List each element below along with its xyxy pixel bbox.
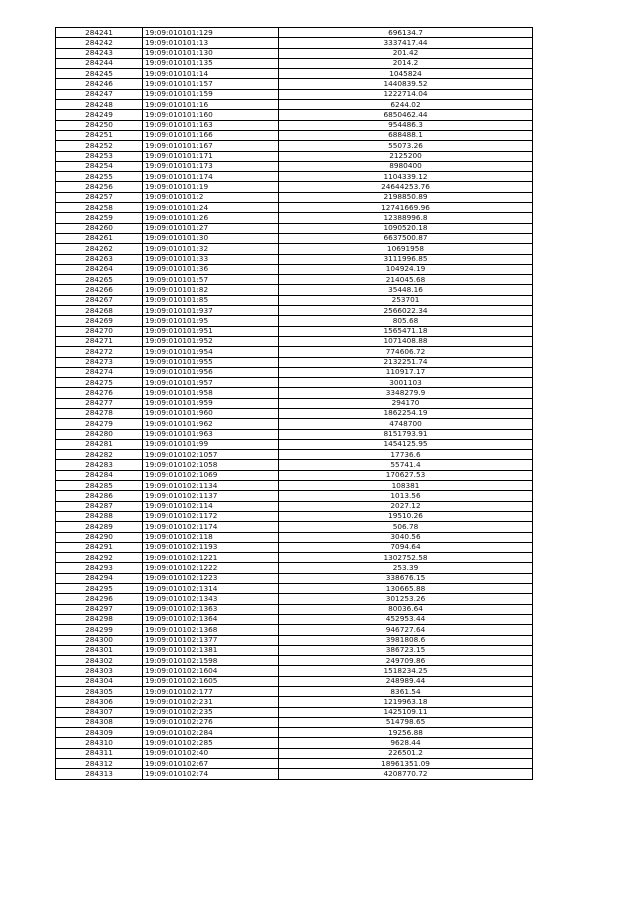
table-row	[56, 316, 533, 326]
row-number-cell: 284280	[56, 429, 143, 439]
row-number-cell: 284261	[56, 233, 143, 243]
row-number-cell: 284293	[56, 563, 143, 573]
row-number-cell: 284306	[56, 697, 143, 707]
value-cell: 10691958	[279, 244, 533, 254]
table-row	[56, 89, 533, 99]
table-row	[56, 635, 533, 645]
table-row	[56, 285, 533, 295]
row-number-cell: 284272	[56, 347, 143, 357]
table-row	[56, 203, 533, 213]
row-number-cell: 284312	[56, 759, 143, 769]
cadastral-number-cell: 19:09:010101:82	[143, 285, 279, 295]
row-number-cell: 284262	[56, 244, 143, 254]
row-number-cell: 284310	[56, 738, 143, 748]
value-cell: 1425109.11	[279, 707, 533, 717]
table-row	[56, 470, 533, 480]
row-number-cell: 284251	[56, 130, 143, 140]
row-number-cell: 284253	[56, 151, 143, 161]
row-number-cell: 284287	[56, 501, 143, 511]
cadastral-number-cell: 19:09:010101:167	[143, 141, 279, 151]
cadastral-number-cell: 19:09:010101:33	[143, 254, 279, 264]
table-row	[56, 687, 533, 697]
value-cell: 80036.64	[279, 604, 533, 614]
cadastral-number-cell: 19:09:010102:74	[143, 769, 279, 779]
value-cell: 3981808.6	[279, 635, 533, 645]
row-number-cell: 284299	[56, 625, 143, 635]
cadastral-number-cell: 19:09:010101:130	[143, 48, 279, 58]
cadastral-number-cell: 19:09:010102:1221	[143, 553, 279, 563]
row-number-cell: 284295	[56, 584, 143, 594]
cadastral-number-cell: 19:09:010102:1314	[143, 584, 279, 594]
row-number-cell: 284298	[56, 614, 143, 624]
table-row	[56, 141, 533, 151]
row-number-cell: 284244	[56, 58, 143, 68]
value-cell: 2566022.34	[279, 306, 533, 316]
cadastral-number-cell: 19:09:010102:67	[143, 759, 279, 769]
row-number-cell: 284277	[56, 398, 143, 408]
value-cell: 201.42	[279, 48, 533, 58]
cadastral-number-cell: 19:09:010101:174	[143, 172, 279, 182]
row-number-cell: 284250	[56, 120, 143, 130]
row-number-cell: 284275	[56, 378, 143, 388]
table-row	[56, 707, 533, 717]
table-row	[56, 748, 533, 758]
cadastral-number-cell: 19:09:010101:963	[143, 429, 279, 439]
table-row	[56, 120, 533, 130]
row-number-cell: 284248	[56, 100, 143, 110]
cadastral-number-cell: 19:09:010102:1604	[143, 666, 279, 676]
value-cell: 3348279.9	[279, 388, 533, 398]
value-cell: 805.68	[279, 316, 533, 326]
cadastral-number-cell: 19:09:010102:1057	[143, 450, 279, 460]
row-number-cell: 284269	[56, 316, 143, 326]
table-body	[56, 28, 533, 780]
cadastral-number-cell: 19:09:010101:135	[143, 58, 279, 68]
table-row	[56, 58, 533, 68]
cadastral-number-cell: 19:09:010102:1193	[143, 542, 279, 552]
table-row	[56, 161, 533, 171]
table-row	[56, 429, 533, 439]
table-row	[56, 645, 533, 655]
row-number-cell: 284247	[56, 89, 143, 99]
row-number-cell: 284254	[56, 161, 143, 171]
cadastral-number-cell: 19:09:010101:962	[143, 419, 279, 429]
row-number-cell: 284307	[56, 707, 143, 717]
table-row	[56, 419, 533, 429]
value-cell: 1518234.25	[279, 666, 533, 676]
value-cell: 35448.16	[279, 285, 533, 295]
cadastral-number-cell: 19:09:010102:284	[143, 728, 279, 738]
table-row	[56, 614, 533, 624]
table-row	[56, 450, 533, 460]
row-number-cell: 284246	[56, 79, 143, 89]
cadastral-number-cell: 19:09:010102:1069	[143, 470, 279, 480]
table-row	[56, 79, 533, 89]
cadastral-number-cell: 19:09:010102:1605	[143, 676, 279, 686]
cadastral-number-cell: 19:09:010101:163	[143, 120, 279, 130]
cadastral-number-cell: 19:09:010101:957	[143, 378, 279, 388]
table-row	[56, 738, 533, 748]
row-number-cell: 284313	[56, 769, 143, 779]
table-row	[56, 244, 533, 254]
table-row	[56, 388, 533, 398]
cadastral-number-cell: 19:09:010102:1343	[143, 594, 279, 604]
table-row	[56, 233, 533, 243]
value-cell: 3337417.44	[279, 38, 533, 48]
value-cell: 1302752.58	[279, 553, 533, 563]
value-cell: 170627.53	[279, 470, 533, 480]
value-cell: 110917.17	[279, 367, 533, 377]
cadastral-number-cell: 19:09:010102:1137	[143, 491, 279, 501]
cadastral-number-cell: 19:09:010101:958	[143, 388, 279, 398]
cadastral-number-cell: 19:09:010101:173	[143, 161, 279, 171]
value-cell: 1090520.18	[279, 223, 533, 233]
table-row	[56, 172, 533, 182]
value-cell: 3001103	[279, 378, 533, 388]
value-cell: 248989.44	[279, 676, 533, 686]
table-row	[56, 295, 533, 305]
value-cell: 1862254.19	[279, 408, 533, 418]
cadastral-number-cell: 19:09:010101:24	[143, 203, 279, 213]
table-row	[56, 357, 533, 367]
cadastral-number-cell: 19:09:010102:1058	[143, 460, 279, 470]
table-row	[56, 542, 533, 552]
value-cell: 1565471.18	[279, 326, 533, 336]
row-number-cell: 284256	[56, 182, 143, 192]
cadastral-number-cell: 19:09:010101:57	[143, 275, 279, 285]
cadastral-number-cell: 19:09:010102:1598	[143, 656, 279, 666]
value-cell: 696134.7	[279, 28, 533, 38]
value-cell: 4748700	[279, 419, 533, 429]
row-number-cell: 284304	[56, 676, 143, 686]
cadastral-number-cell: 19:09:010102:1174	[143, 522, 279, 532]
cadastral-number-cell: 19:09:010102:1381	[143, 645, 279, 655]
value-cell: 17736.6	[279, 450, 533, 460]
row-number-cell: 284309	[56, 728, 143, 738]
value-cell: 214045.68	[279, 275, 533, 285]
row-number-cell: 284288	[56, 511, 143, 521]
table-row	[56, 759, 533, 769]
table-row	[56, 398, 533, 408]
cadastral-number-cell: 19:09:010102:114	[143, 501, 279, 511]
table-row	[56, 306, 533, 316]
cadastral-number-cell: 19:09:010101:27	[143, 223, 279, 233]
cadastral-number-cell: 19:09:010101:129	[143, 28, 279, 38]
row-number-cell: 284301	[56, 645, 143, 655]
value-cell: 9628.44	[279, 738, 533, 748]
cadastral-number-cell: 19:09:010102:231	[143, 697, 279, 707]
table-row	[56, 192, 533, 202]
row-number-cell: 284260	[56, 223, 143, 233]
row-number-cell: 284308	[56, 717, 143, 727]
table-row	[56, 347, 533, 357]
row-number-cell: 284263	[56, 254, 143, 264]
cadastral-number-cell: 19:09:010102:1172	[143, 511, 279, 521]
table-row	[56, 439, 533, 449]
table-row	[56, 69, 533, 79]
cadastral-number-cell: 19:09:010102:1223	[143, 573, 279, 583]
cadastral-number-cell: 19:09:010101:937	[143, 306, 279, 316]
table-row	[56, 38, 533, 48]
value-cell: 19510.26	[279, 511, 533, 521]
value-cell: 506.78	[279, 522, 533, 532]
cadastral-number-cell: 19:09:010102:1368	[143, 625, 279, 635]
cadastral-number-cell: 19:09:010102:1134	[143, 481, 279, 491]
row-number-cell: 284297	[56, 604, 143, 614]
row-number-cell: 284296	[56, 594, 143, 604]
row-number-cell: 284242	[56, 38, 143, 48]
row-number-cell: 284278	[56, 408, 143, 418]
value-cell: 8361.54	[279, 687, 533, 697]
table-row	[56, 48, 533, 58]
row-number-cell: 284279	[56, 419, 143, 429]
row-number-cell: 284303	[56, 666, 143, 676]
value-cell: 249709.86	[279, 656, 533, 666]
table-row	[56, 326, 533, 336]
table-row	[56, 553, 533, 563]
cadastral-number-cell: 19:09:010102:276	[143, 717, 279, 727]
row-number-cell: 284243	[56, 48, 143, 58]
value-cell: 108381	[279, 481, 533, 491]
value-cell: 386723.15	[279, 645, 533, 655]
table-row	[56, 481, 533, 491]
row-number-cell: 284284	[56, 470, 143, 480]
cadastral-number-cell: 19:09:010101:956	[143, 367, 279, 377]
value-cell: 946727.64	[279, 625, 533, 635]
table-row	[56, 666, 533, 676]
table-row	[56, 130, 533, 140]
table-row	[56, 264, 533, 274]
value-cell: 3040.56	[279, 532, 533, 542]
table-row	[56, 336, 533, 346]
cadastral-number-cell: 19:09:010101:85	[143, 295, 279, 305]
value-cell: 301253.26	[279, 594, 533, 604]
value-cell: 18961351.09	[279, 759, 533, 769]
value-cell: 1222714.04	[279, 89, 533, 99]
cadastral-number-cell: 19:09:010101:30	[143, 233, 279, 243]
row-number-cell: 284294	[56, 573, 143, 583]
cadastral-number-cell: 19:09:010101:951	[143, 326, 279, 336]
row-number-cell: 284241	[56, 28, 143, 38]
table-row	[56, 491, 533, 501]
cadastral-number-cell: 19:09:010101:960	[143, 408, 279, 418]
table-row	[56, 100, 533, 110]
row-number-cell: 284283	[56, 460, 143, 470]
table-row	[56, 378, 533, 388]
value-cell: 130665.88	[279, 584, 533, 594]
cadastral-number-cell: 19:09:010101:955	[143, 357, 279, 367]
cadastral-number-cell: 19:09:010102:118	[143, 532, 279, 542]
row-number-cell: 284249	[56, 110, 143, 120]
value-cell: 6850462.44	[279, 110, 533, 120]
row-number-cell: 284267	[56, 295, 143, 305]
value-cell: 24644253.76	[279, 182, 533, 192]
cadastral-number-cell: 19:09:010101:952	[143, 336, 279, 346]
table-row	[56, 254, 533, 264]
cadastral-value-table	[55, 27, 533, 780]
value-cell: 1440839.52	[279, 79, 533, 89]
value-cell: 12741669.96	[279, 203, 533, 213]
row-number-cell: 284274	[56, 367, 143, 377]
row-number-cell: 284264	[56, 264, 143, 274]
value-cell: 55741.4	[279, 460, 533, 470]
cadastral-number-cell: 19:09:010101:159	[143, 89, 279, 99]
row-number-cell: 284276	[56, 388, 143, 398]
value-cell: 2014.2	[279, 58, 533, 68]
table-row	[56, 604, 533, 614]
table-row	[56, 697, 533, 707]
cadastral-number-cell: 19:09:010102:40	[143, 748, 279, 758]
value-cell: 3111996.85	[279, 254, 533, 264]
row-number-cell: 284291	[56, 542, 143, 552]
cadastral-number-cell: 19:09:010101:14	[143, 69, 279, 79]
table-row	[56, 151, 533, 161]
table-row	[56, 532, 533, 542]
cadastral-number-cell: 19:09:010101:954	[143, 347, 279, 357]
row-number-cell: 284286	[56, 491, 143, 501]
table-row	[56, 594, 533, 604]
table-row	[56, 275, 533, 285]
cadastral-number-cell: 19:09:010101:160	[143, 110, 279, 120]
value-cell: 2198850.89	[279, 192, 533, 202]
row-number-cell: 284252	[56, 141, 143, 151]
row-number-cell: 284268	[56, 306, 143, 316]
value-cell: 7094.64	[279, 542, 533, 552]
table-row	[56, 676, 533, 686]
table-row	[56, 223, 533, 233]
value-cell: 514798.65	[279, 717, 533, 727]
table-row	[56, 110, 533, 120]
row-number-cell: 284270	[56, 326, 143, 336]
table-row	[56, 584, 533, 594]
row-number-cell: 284259	[56, 213, 143, 223]
table-row	[56, 501, 533, 511]
cadastral-number-cell: 19:09:010101:36	[143, 264, 279, 274]
row-number-cell: 284305	[56, 687, 143, 697]
value-cell: 774606.72	[279, 347, 533, 357]
table-row	[56, 625, 533, 635]
value-cell: 226501.2	[279, 748, 533, 758]
cadastral-number-cell: 19:09:010102:1377	[143, 635, 279, 645]
value-cell: 1454125.95	[279, 439, 533, 449]
value-cell: 452953.44	[279, 614, 533, 624]
cadastral-number-cell: 19:09:010102:177	[143, 687, 279, 697]
value-cell: 19256.88	[279, 728, 533, 738]
row-number-cell: 284265	[56, 275, 143, 285]
cadastral-number-cell: 19:09:010101:32	[143, 244, 279, 254]
row-number-cell: 284311	[56, 748, 143, 758]
cadastral-number-cell: 19:09:010102:235	[143, 707, 279, 717]
value-cell: 55073.26	[279, 141, 533, 151]
row-number-cell: 284271	[56, 336, 143, 346]
table-row	[56, 511, 533, 521]
row-number-cell: 284257	[56, 192, 143, 202]
value-cell: 104924.19	[279, 264, 533, 274]
cadastral-number-cell: 19:09:010102:1364	[143, 614, 279, 624]
value-cell: 2132251.74	[279, 357, 533, 367]
row-number-cell: 284300	[56, 635, 143, 645]
table-row	[56, 717, 533, 727]
cadastral-number-cell: 19:09:010102:1363	[143, 604, 279, 614]
value-cell: 1219963.18	[279, 697, 533, 707]
value-cell: 1013.56	[279, 491, 533, 501]
cadastral-number-cell: 19:09:010101:19	[143, 182, 279, 192]
table-row	[56, 213, 533, 223]
cadastral-number-cell: 19:09:010101:26	[143, 213, 279, 223]
table-row	[56, 182, 533, 192]
value-cell: 954486.3	[279, 120, 533, 130]
value-cell: 253701	[279, 295, 533, 305]
row-number-cell: 284255	[56, 172, 143, 182]
value-cell: 338676.15	[279, 573, 533, 583]
cadastral-number-cell: 19:09:010101:2	[143, 192, 279, 202]
value-cell: 1071408.88	[279, 336, 533, 346]
cadastral-number-cell: 19:09:010102:285	[143, 738, 279, 748]
cadastral-number-cell: 19:09:010101:171	[143, 151, 279, 161]
value-cell: 6244.02	[279, 100, 533, 110]
value-cell: 2125200	[279, 151, 533, 161]
table-row	[56, 573, 533, 583]
cadastral-number-cell: 19:09:010101:95	[143, 316, 279, 326]
value-cell: 6637500.87	[279, 233, 533, 243]
value-cell: 8151793.91	[279, 429, 533, 439]
cadastral-number-cell: 19:09:010101:166	[143, 130, 279, 140]
cadastral-number-cell: 19:09:010101:157	[143, 79, 279, 89]
row-number-cell: 284266	[56, 285, 143, 295]
row-number-cell: 284285	[56, 481, 143, 491]
value-cell: 1045824	[279, 69, 533, 79]
table-row	[56, 408, 533, 418]
value-cell: 12388996.8	[279, 213, 533, 223]
row-number-cell: 284302	[56, 656, 143, 666]
cadastral-number-cell: 19:09:010102:1222	[143, 563, 279, 573]
value-cell: 8980400	[279, 161, 533, 171]
value-cell: 2027.12	[279, 501, 533, 511]
row-number-cell: 284245	[56, 69, 143, 79]
value-cell: 253.39	[279, 563, 533, 573]
row-number-cell: 284273	[56, 357, 143, 367]
row-number-cell: 284292	[56, 553, 143, 563]
row-number-cell: 284281	[56, 439, 143, 449]
table-row	[56, 728, 533, 738]
row-number-cell: 284282	[56, 450, 143, 460]
row-number-cell: 284290	[56, 532, 143, 542]
table-row	[56, 367, 533, 377]
row-number-cell: 284258	[56, 203, 143, 213]
table-row	[56, 563, 533, 573]
table-row	[56, 656, 533, 666]
row-number-cell: 284289	[56, 522, 143, 532]
cadastral-number-cell: 19:09:010101:13	[143, 38, 279, 48]
value-cell: 1104339.12	[279, 172, 533, 182]
value-cell: 688488.1	[279, 130, 533, 140]
table-row	[56, 769, 533, 779]
table-row	[56, 460, 533, 470]
value-cell: 294170	[279, 398, 533, 408]
value-cell: 4208770.72	[279, 769, 533, 779]
cadastral-number-cell: 19:09:010101:16	[143, 100, 279, 110]
table-row	[56, 28, 533, 38]
cadastral-number-cell: 19:09:010101:959	[143, 398, 279, 408]
cadastral-number-cell: 19:09:010101:99	[143, 439, 279, 449]
table-row	[56, 522, 533, 532]
